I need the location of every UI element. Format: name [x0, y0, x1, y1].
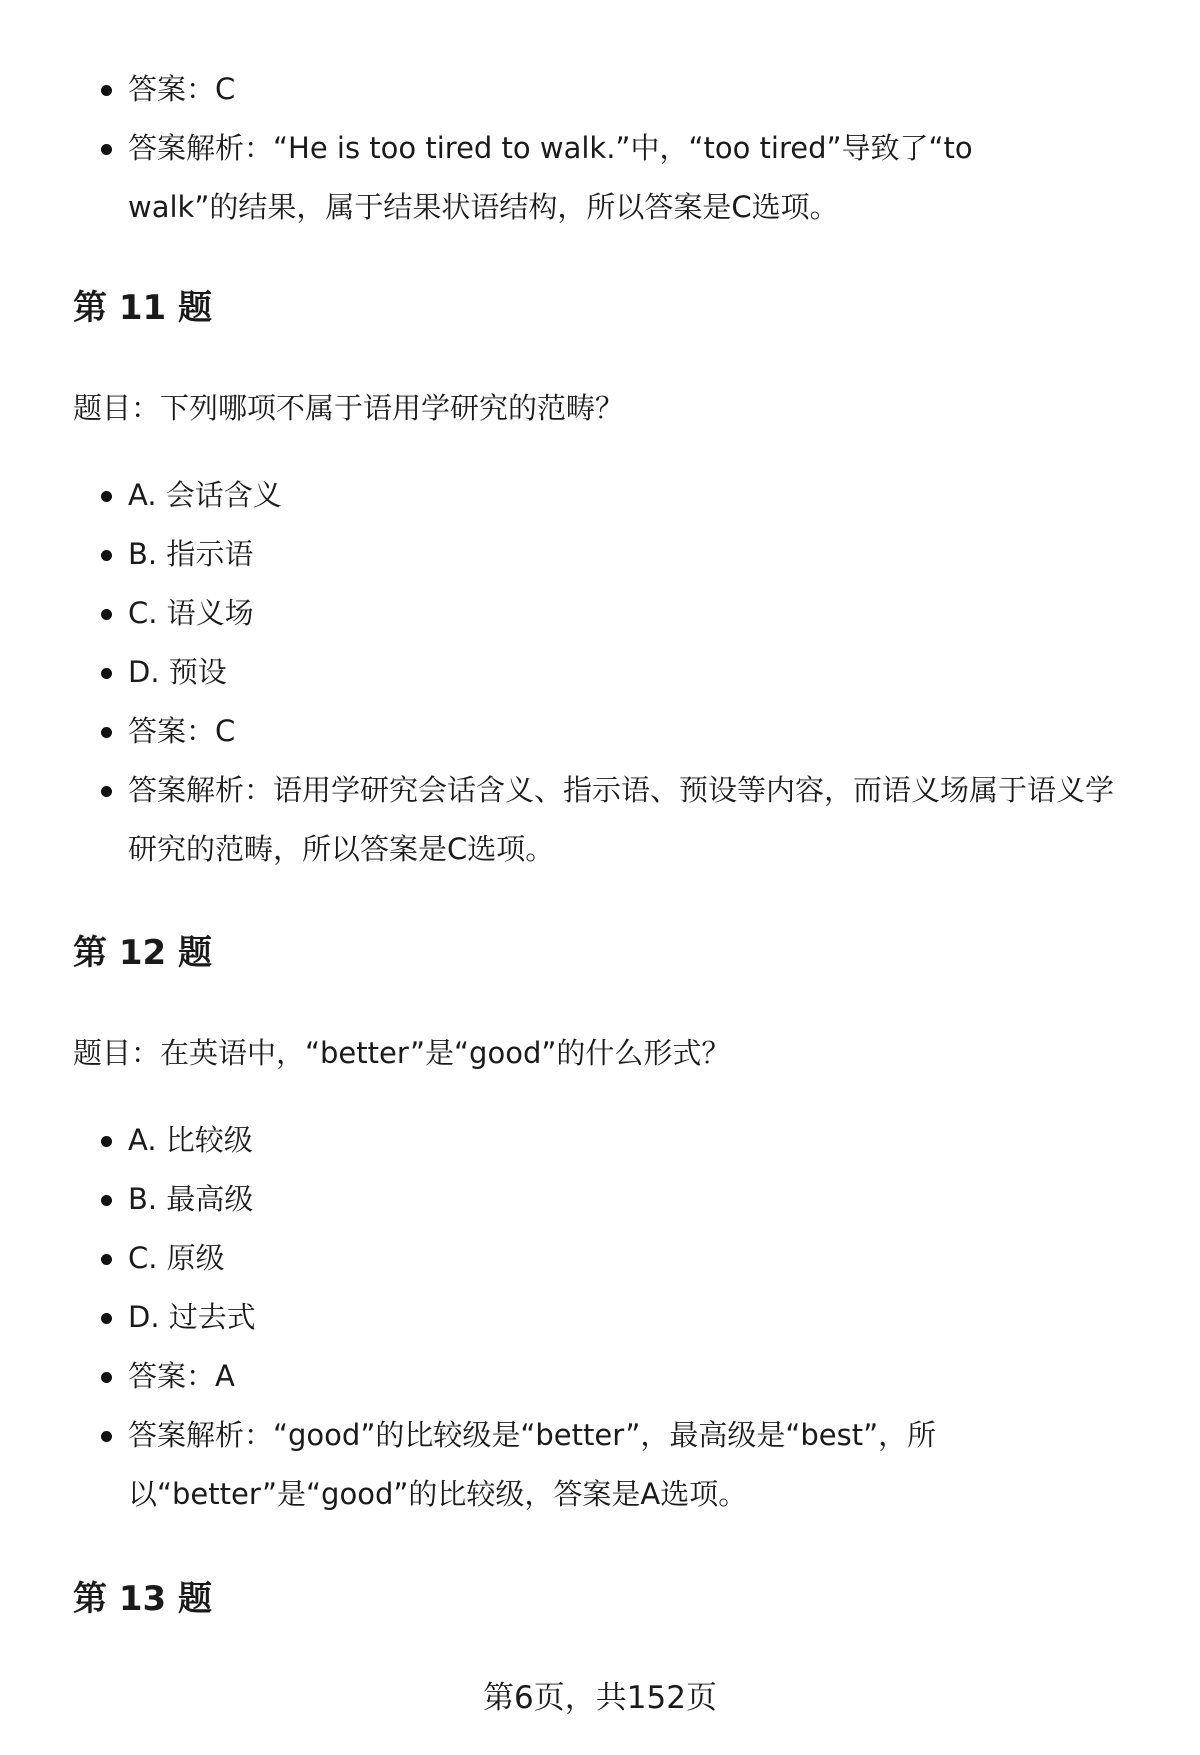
question-11-text: 题目：下列哪项不属于语用学研究的范畴？: [73, 391, 625, 425]
question-11-heading: 第 11 题: [73, 288, 212, 328]
q11-options-list: [73, 466, 1128, 879]
option-a: A. 比较级: [73, 1111, 1048, 1170]
q10-tail-list: [73, 60, 1048, 237]
option-b: B. 指示语: [73, 525, 1128, 584]
answer-explanation: 答案解析：语用学研究会话含义、指示语、预设等内容，而语义场属于语义学研究的范畴，所以答案是C选项。: [73, 761, 1128, 879]
answer-explanation: 答案解析：“He is too tired to walk.”中，“too tired”导致了“to walk”的结果，属于结果状语结构，所以答案是C选项。: [73, 119, 1048, 237]
option-c: C. 语义场: [73, 584, 1128, 643]
question-12-heading: 第 12 题: [73, 933, 212, 973]
option-a: A. 会话含义: [73, 466, 1128, 525]
answer-explanation: 答案解析：“good”的比较级是“better”，最高级是“best”，所以“better”是“good”的比较级，答案是A选项。: [73, 1406, 1048, 1524]
option-d: D. 过去式: [73, 1288, 1048, 1347]
question-12-text: 题目：在英语中，“better”是“good”的什么形式？: [73, 1036, 731, 1070]
option-c: C. 原级: [73, 1229, 1048, 1288]
page-number: 第6页，共152页: [483, 1680, 717, 1716]
answer-line: 答案：C: [73, 702, 1128, 761]
question-13-heading: 第 13 题: [73, 1579, 212, 1619]
option-b: B. 最高级: [73, 1170, 1048, 1229]
answer-line: 答案：C: [73, 60, 1048, 119]
answer-line: 答案：A: [73, 1347, 1048, 1406]
q12-options-list: [73, 1111, 1048, 1524]
option-d: D. 预设: [73, 643, 1128, 702]
